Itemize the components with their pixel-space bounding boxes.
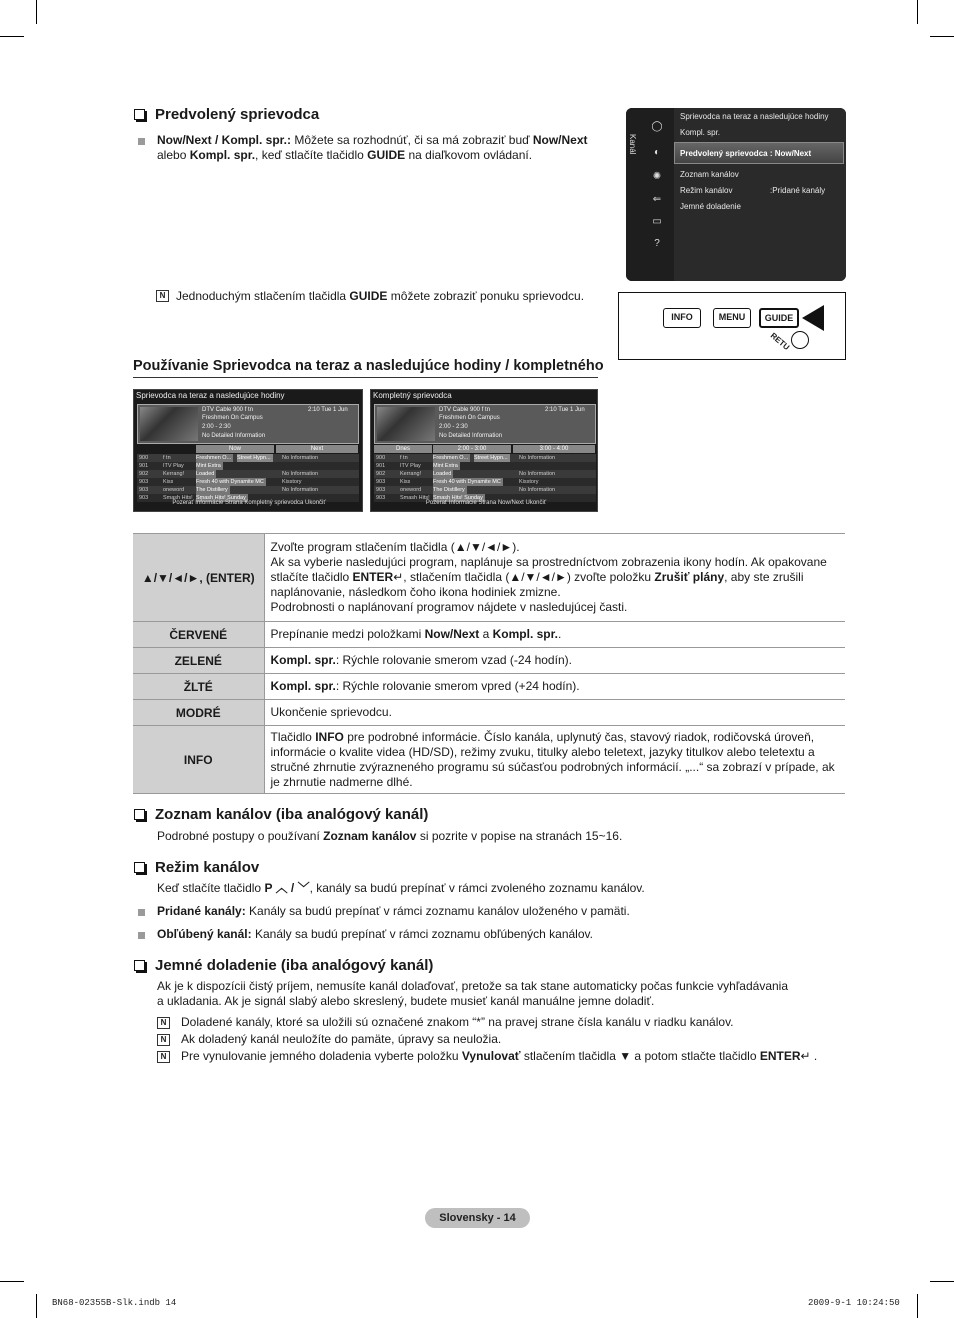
section-title: Používanie Sprievodca na teraz a nasledujúce hodiny / kompletného: [133, 358, 604, 374]
checkbox-icon: [134, 109, 145, 120]
section-heading: [134, 106, 319, 123]
crop-mark: [917, 0, 918, 24]
guide-cell: Smash Hits! Sunday: [433, 495, 483, 501]
guide-cell: 901: [376, 463, 386, 469]
guide-row[interactable]: [374, 462, 596, 470]
guide-cell: Loaded: [433, 471, 452, 477]
guide-cell: Kiss: [163, 479, 174, 485]
enter-icon: ↵: [800, 1049, 811, 1063]
menu-item-selected[interactable]: Predvolený sprievodca : Now/Next: [680, 149, 812, 158]
help-icon: ?: [654, 238, 660, 249]
guide-cell: 900: [139, 455, 149, 461]
bold-term: ENTER: [759, 1049, 801, 1063]
bold-term: Kompl. spr.: [492, 627, 558, 641]
bold-term: Now/Next: [424, 627, 480, 641]
info-line: 2:00 - 2:30: [202, 424, 231, 430]
row-value: [264, 622, 845, 648]
print-filename: BN68-02355B-Slk.indb 14: [52, 1298, 177, 1308]
bold-term: Kompl. spr.: [189, 148, 256, 162]
text: môžete zobraziť ponuku sprievodcu.: [387, 289, 585, 303]
guide-info-panel: [137, 404, 359, 444]
menu-item-value: :Pridané kanály: [770, 186, 826, 195]
note-text: [176, 289, 584, 304]
table-row: [133, 648, 845, 674]
controls-table: [133, 533, 845, 794]
now-next-guide-screenshot: [133, 389, 363, 512]
chevron-up-icon: ︿: [272, 881, 291, 895]
heading-text: Zoznam kanálov (iba analógový kanál): [155, 806, 429, 823]
text: , stlačením tlačidla (▲/▼/◄/►) zvoľte položku: [403, 570, 655, 584]
table-row: [133, 726, 845, 794]
col-header: Now: [196, 445, 274, 453]
text: pre podrobné informácie. Číslo kanála, uplynutý čas, stavový riadok, rodičovská úroveň, informácie o kvalite videa (HD/SD), režimy zvuku, titulky alebo teletext, jazyky titulkov alebo teletextu a stručné zhrnutie zvýrazneného programu sú súčasťou podrobných informácií. „...“ sa zobrazí v prípade, ak je zhrnutie nadmerne dlhé.: [270, 729, 835, 789]
row-key: ČERVENÉ: [133, 622, 264, 648]
bullet-icon: [138, 932, 145, 939]
col-header: Dnes: [374, 445, 432, 453]
guide-cell: Kisstory: [282, 479, 302, 485]
guide-cell: 903: [139, 487, 149, 493]
guide-cell: f tn: [400, 455, 408, 461]
text: na diaľkovom ovládaní.: [405, 148, 533, 162]
guide-row[interactable]: [374, 478, 596, 486]
note-icon: N: [157, 1034, 170, 1046]
section-heading: [134, 957, 433, 974]
text: a ukladania. Ak je signál slabý alebo skreslený, budete musieť kanál manuálne jemne doladiť.: [157, 994, 655, 1008]
section-heading: [134, 859, 259, 876]
crop-mark: [0, 36, 24, 37]
guide-cell: Fresh 40 with Dynamite MC: [196, 479, 264, 485]
text: Keď stlačíte tlačidlo: [157, 881, 265, 895]
page-number: Slovensky - 14: [425, 1208, 530, 1228]
exit-icon: [791, 331, 809, 349]
menu-item[interactable]: Kompl. spr.: [680, 128, 721, 137]
text: Pre vynulovanie jemného doladenia vyberte položku: [181, 1049, 462, 1063]
text: , aby ste zrušili naplánovanie, následkom čoho ikona hodiniek zmizne.: [270, 570, 804, 599]
text: Tlačidlo: [270, 729, 316, 744]
guide-cell: Mint Extra: [433, 463, 458, 469]
note-icon: N: [156, 290, 169, 302]
input-icon: ⇐: [652, 194, 662, 205]
guide-cell: Kerrang!: [400, 471, 422, 477]
guide-cell: Kerrang!: [163, 471, 185, 477]
row-key: ZELENÉ: [133, 648, 264, 674]
guide-footer: Pozerať Informácie Strana Now/Next Ukončiť: [425, 500, 547, 506]
guide-row[interactable]: [374, 470, 596, 478]
text: Prepínanie medzi položkami: [270, 627, 425, 641]
picture-icon: ◯: [651, 121, 663, 132]
text: si pozrite v popise na stranách 15~16.: [416, 829, 623, 843]
info-button: INFO: [663, 308, 701, 328]
info-line: Freshmen On Campus: [439, 415, 500, 421]
row-key: INFO: [133, 726, 264, 794]
guide-row[interactable]: [137, 462, 359, 470]
text: , kanály sa budú prepínať v rámci zvoleného zoznamu kanálov.: [309, 881, 645, 895]
heading-text: Režim kanálov: [155, 859, 260, 876]
col-header: 3:00 - 4:00: [513, 445, 595, 453]
col-header: Next: [276, 445, 358, 453]
full-guide-screenshot: [370, 389, 598, 512]
menu-item[interactable]: Sprievodca na teraz a nasledujúce hodiny: [680, 112, 829, 121]
menu-panel: [674, 108, 846, 281]
text: .: [810, 1049, 818, 1063]
text: Podrobnosti o naplánovaní programov nájdete v nasledujúcej časti.: [270, 600, 628, 614]
menu-side-label: Kanál: [628, 134, 637, 155]
note-icon: N: [157, 1051, 170, 1063]
guide-cell: Loaded: [196, 471, 215, 477]
table-row: [133, 674, 845, 700]
guide-cell: No Information: [519, 487, 556, 493]
bold-term: INFO: [315, 729, 344, 744]
menu-item[interactable]: Režim kanálov: [680, 186, 733, 195]
row-value: [264, 726, 845, 794]
menu-sidebar: [626, 108, 674, 281]
heading-text: Jemné doladenie (iba analógový kanál): [155, 957, 434, 974]
remote-illustration: [618, 292, 846, 360]
guide-row[interactable]: [374, 454, 596, 462]
bold-term: Obľúbený kanál:: [157, 927, 252, 941]
clock: 2:10 Tue 1 Jun: [308, 407, 348, 413]
guide-cell: Street Hypn...: [474, 455, 508, 461]
text: : Rýchle rolovanie smerom vpred (+24 hodín).: [335, 679, 580, 693]
text: stlačením tlačidla ▼ a potom stlačte tlačidlo: [520, 1049, 760, 1063]
return-button: RETU: [768, 331, 792, 352]
row-key: ▲/▼/◄/►, (ENTER): [133, 534, 264, 622]
row-value: [264, 534, 845, 622]
guide-row[interactable]: [137, 454, 359, 462]
divider: [133, 377, 598, 378]
table-row: [133, 700, 845, 726]
bullet-icon: [138, 138, 145, 145]
video-thumbnail: [377, 407, 435, 441]
info-line: DTV Cable 900 f tn: [202, 407, 254, 413]
text: Ak sa vyberie nasledujúci program, naplánuje sa prostredníctvom zobrazenia ikony hodín. Ak opakovane stlačíte tlačidlo: [270, 555, 827, 584]
guide-cell: 903: [376, 495, 386, 501]
guide-row[interactable]: [137, 478, 359, 486]
guide-cell: Kiss: [400, 479, 411, 485]
text: Kanály sa budú prepínať v rámci zoznamu obľúbených kanálov.: [251, 927, 593, 941]
guide-cell: Freshmen O...: [433, 455, 469, 461]
enter-icon: ↵: [393, 570, 404, 584]
gear-icon: ✺: [652, 171, 662, 182]
checkbox-icon: [134, 862, 145, 873]
channel-menu-screenshot: [626, 108, 846, 281]
separator: /: [290, 881, 295, 895]
guide-cell: oneword: [400, 487, 422, 493]
guide-button: GUIDE: [759, 308, 799, 328]
bold-term: P: [264, 881, 273, 895]
guide-cell: Smash Hits!: [400, 495, 430, 501]
satellite-icon: ◐: [653, 147, 661, 158]
guide-cell: 903: [139, 479, 149, 485]
guide-cell: Freshmen O...: [196, 455, 232, 461]
text: alebo: [157, 148, 190, 162]
crop-mark: [930, 36, 954, 37]
guide-cell: No Information: [282, 471, 319, 477]
text: Zvoľte program stlačením tlačidla (▲/▼/◄/►).: [270, 540, 520, 554]
info-line: 2:00 - 2:30: [439, 424, 468, 430]
row-value: [264, 674, 845, 700]
note-text: Doladené kanály, ktoré sa uložili sú označené znakom “*” na pravej strane čísla kanálu v riadku kanálov.: [181, 1015, 734, 1029]
crop-mark: [930, 1281, 954, 1282]
guide-cell: oneword: [163, 487, 185, 493]
col-header: 2:00 - 3:00: [433, 445, 511, 453]
guide-row[interactable]: [374, 486, 596, 494]
clock: 2:10 Tue 1 Jun: [545, 407, 585, 413]
paragraph: [157, 904, 630, 919]
application-icon: ▭: [652, 216, 662, 227]
guide-row[interactable]: [137, 486, 359, 494]
text: .: [557, 627, 562, 641]
info-line: Freshmen On Campus: [202, 415, 263, 421]
row-key: ŽLTÉ: [133, 674, 264, 700]
text: , keď stlačíte tlačidlo: [255, 148, 368, 162]
chevron-down-icon: ﹀: [294, 881, 310, 895]
text: Ak je k dispozícii čistý príjem, nemusíte kanál dolaďovať, pretože sa tak stane automaticky počas funkcie vyhľadávania: [157, 979, 789, 993]
crop-mark: [0, 1281, 24, 1282]
bold-term: Now/Next / Kompl. spr.:: [157, 133, 292, 147]
bold-term: GUIDE: [349, 289, 388, 303]
text: Kanály sa budú prepínať v rámci zoznamu kanálov uloženého v pamäti.: [245, 904, 630, 918]
guide-cell: 901: [139, 463, 149, 469]
guide-cell: f tn: [163, 455, 171, 461]
bold-term: Zoznam kanálov: [323, 829, 417, 843]
guide-info-panel: [374, 404, 596, 444]
checkbox-icon: [134, 960, 145, 971]
guide-footer: Pozerať Informácie Strana Kompletný sprievodca Ukončiť: [172, 500, 326, 506]
bold-term: GUIDE: [367, 148, 406, 162]
guide-cell: Street Hypn...: [237, 455, 271, 461]
guide-cell: 903: [376, 487, 386, 493]
info-line: No Detailed Information: [202, 433, 266, 439]
guide-cell: No Information: [282, 487, 319, 493]
guide-cell: ITV Play: [400, 463, 421, 469]
paragraph: [157, 133, 612, 163]
info-line: DTV Cable 900 f tn: [439, 407, 491, 413]
video-thumbnail: [140, 407, 198, 441]
checkbox-icon: [134, 809, 145, 820]
print-timestamp: 2009-9-1 10:24:50: [808, 1298, 900, 1308]
section-heading: [134, 806, 428, 823]
paragraph: [157, 979, 847, 1009]
row-value: Ukončenie sprievodcu.: [264, 700, 845, 726]
guide-cell: No Information: [519, 455, 556, 461]
bold-term: Kompl. spr.: [270, 679, 336, 693]
bold-term: ENTER: [352, 570, 394, 584]
paragraph: [157, 881, 645, 896]
bold-term: Zrušiť plány: [654, 570, 725, 584]
guide-cell: 900: [376, 455, 386, 461]
note-icon: N: [157, 1017, 170, 1029]
guide-cell: Fresh 40 with Dynamite MC: [433, 479, 501, 485]
guide-cell: 903: [376, 479, 386, 485]
text: Môžete sa rozhodnúť, či sa má zobraziť buď: [291, 133, 533, 147]
row-key: MODRÉ: [133, 700, 264, 726]
arrow-icon: [802, 305, 824, 331]
guide-cell: Kisstory: [519, 479, 539, 485]
paragraph: [157, 829, 622, 844]
table-row: [133, 622, 845, 648]
crop-mark: [36, 1294, 37, 1318]
paragraph: [157, 927, 593, 942]
guide-row[interactable]: [137, 470, 359, 478]
guide-cell: 902: [376, 471, 386, 477]
guide-cell: Mint Extra: [196, 463, 221, 469]
row-value: [264, 648, 845, 674]
text: : Rýchle rolovanie smerom vzad (-24 hodín).: [335, 653, 572, 667]
info-line: No Detailed Information: [439, 433, 503, 439]
guide-cell: Smash Hits! Sunday: [196, 495, 246, 501]
note-text: Ak doladený kanál neuložíte do pamäte, úpravy sa neuložia.: [181, 1032, 502, 1046]
bold-term: Now/Next: [532, 133, 588, 147]
bullet-icon: [138, 909, 145, 916]
guide-cell: The Distillery: [433, 487, 465, 493]
guide-cell: Smash Hits!: [163, 495, 193, 501]
text: Jednoduchým stlačením tlačidla: [176, 289, 350, 303]
crop-mark: [36, 0, 37, 24]
guide-cell: The Distillery: [196, 487, 228, 493]
bold-term: Vynulovať: [461, 1049, 521, 1063]
guide-cell: No Information: [282, 455, 319, 461]
guide-cell: 902: [139, 471, 149, 477]
heading-text: Predvolený sprievodca: [155, 106, 320, 123]
bold-term: Kompl. spr.: [270, 653, 336, 667]
menu-item[interactable]: Jemné doladenie: [680, 202, 741, 211]
menu-item[interactable]: Zoznam kanálov: [680, 170, 739, 179]
crop-mark: [917, 1294, 918, 1318]
text: Podrobné postupy o používaní: [157, 829, 324, 843]
guide-title: Kompletný sprievodca: [373, 391, 452, 400]
menu-button: MENU: [713, 308, 751, 328]
guide-cell: No Information: [519, 471, 556, 477]
guide-title: Sprievodca na teraz a nasledujúce hodiny: [136, 391, 285, 400]
guide-cell: 903: [139, 495, 149, 501]
bold-term: Pridané kanály:: [157, 904, 246, 918]
text: a: [479, 627, 493, 641]
note-text: [181, 1049, 817, 1064]
guide-cell: ITV Play: [163, 463, 184, 469]
table-row: [133, 534, 845, 622]
